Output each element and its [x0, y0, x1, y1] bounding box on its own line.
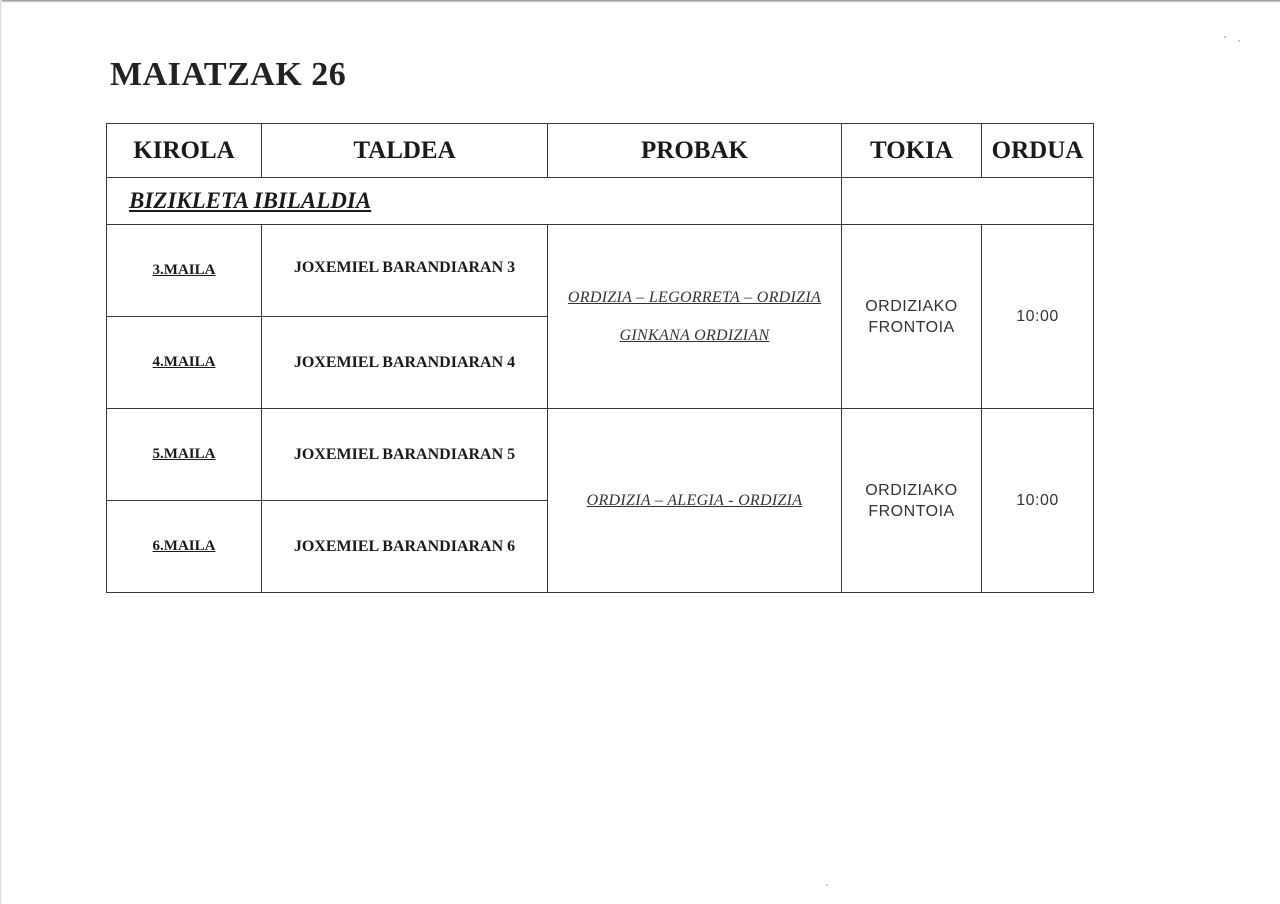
team-cell: JOXEMIEL BARANDIARAN 4 — [262, 317, 548, 409]
team-cell — [262, 225, 548, 317]
team-name: JOXEMIEL BARANDIARAN 3 — [293, 259, 516, 276]
routes-cell — [548, 225, 842, 409]
header-tokia: TOKIA — [842, 124, 982, 178]
place-line: FRONTOIA — [868, 502, 955, 520]
route-text: GINKANA ORDIZIAN — [619, 326, 770, 344]
time-cell — [982, 409, 1094, 593]
scan-edge-top — [0, 0, 1280, 3]
scan-speck — [1224, 36, 1226, 38]
route-text: ORDIZIA – LEGORRETA – ORDIZIA — [567, 288, 822, 306]
header-ordua: ORDUA — [982, 124, 1094, 178]
grade-cell: 4.MAILA — [107, 317, 262, 409]
time-cell — [982, 225, 1094, 409]
header-kirola: KIROLA — [107, 124, 262, 178]
routes-cell — [548, 409, 842, 593]
grade-cell: 3.MAILA — [107, 225, 262, 317]
section-row — [107, 178, 1094, 225]
scan-speck — [1238, 40, 1240, 42]
team-cell: JOXEMIEL BARANDIARAN 6 — [262, 501, 548, 593]
page-title: MAIATZAK 26 — [110, 56, 347, 93]
place-line: ORDIZIAKO — [865, 297, 958, 315]
header-taldea: TALDEA — [262, 124, 548, 178]
time-value: 10:00 — [1016, 307, 1059, 325]
table-row — [107, 409, 1094, 501]
section-title: BIZIKLETA IBILALDIA — [107, 178, 842, 225]
place-line: FRONTOIA — [868, 318, 955, 336]
team-cell: JOXEMIEL BARANDIARAN 5 — [262, 409, 548, 501]
scan-edge-left — [0, 0, 2, 904]
route-text: ORDIZIA – ALEGIA - ORDIZIA — [586, 491, 803, 509]
grade-cell: 6.MAILA — [107, 501, 262, 593]
time-value: 10:00 — [1016, 491, 1059, 509]
place-line: ORDIZIAKO — [865, 481, 958, 499]
place-cell — [842, 409, 982, 593]
section-empty-cell — [842, 178, 1094, 225]
table-row — [107, 225, 1094, 317]
header-row — [107, 124, 1094, 178]
schedule-table — [106, 123, 1094, 593]
header-probak: PROBAK — [548, 124, 842, 178]
place-cell — [842, 225, 982, 409]
grade-cell: 5.MAILA — [107, 409, 262, 501]
scan-speck — [826, 884, 828, 886]
